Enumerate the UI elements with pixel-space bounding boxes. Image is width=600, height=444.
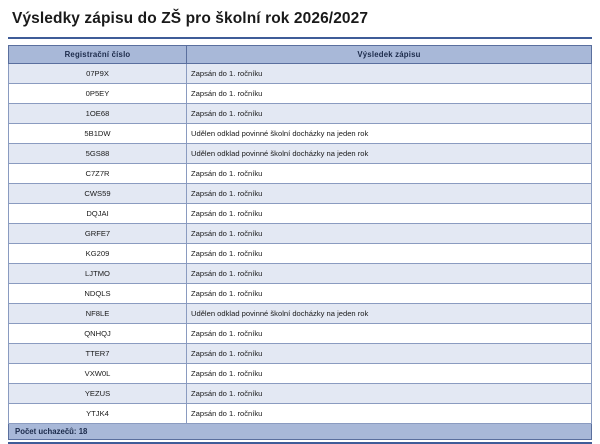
table-row bbox=[9, 124, 592, 144]
table-row bbox=[9, 324, 592, 344]
cell-registration-number: VXW0L bbox=[9, 364, 187, 384]
table-row bbox=[9, 244, 592, 264]
cell-result: Zapsán do 1. ročníku bbox=[187, 64, 592, 84]
table-head bbox=[9, 46, 592, 64]
cell-result: Zapsán do 1. ročníku bbox=[187, 204, 592, 224]
cell-registration-number: 0P5EY bbox=[9, 84, 187, 104]
results-table-container bbox=[0, 39, 600, 424]
applicant-count-bar: Počet uchazečů: 18 bbox=[8, 424, 592, 440]
cell-result: Zapsán do 1. ročníku bbox=[187, 244, 592, 264]
table-row bbox=[9, 64, 592, 84]
cell-result: Udělen odklad povinné školní docházky na jeden rok bbox=[187, 144, 592, 164]
cell-registration-number: 5B1DW bbox=[9, 124, 187, 144]
page-title: Výsledky zápisu do ZŠ pro školní rok 2026/2027 bbox=[12, 10, 369, 27]
table-row bbox=[9, 284, 592, 304]
cell-registration-number: 5GS88 bbox=[9, 144, 187, 164]
table-row bbox=[9, 184, 592, 204]
table-header-row bbox=[9, 46, 592, 64]
cell-registration-number: NDQLS bbox=[9, 284, 187, 304]
table-row bbox=[9, 84, 592, 104]
cell-registration-number: NF8LE bbox=[9, 304, 187, 324]
cell-registration-number: DQJAI bbox=[9, 204, 187, 224]
cell-registration-number: C7Z7R bbox=[9, 164, 187, 184]
column-header-result: Výsledek zápisu bbox=[187, 46, 592, 64]
cell-registration-number: TTER7 bbox=[9, 344, 187, 364]
cell-result: Zapsán do 1. ročníku bbox=[187, 184, 592, 204]
cell-result: Udělen odklad povinné školní docházky na jeden rok bbox=[187, 304, 592, 324]
table-row bbox=[9, 164, 592, 184]
column-header-registration-number: Registrační číslo bbox=[9, 46, 187, 64]
cell-registration-number: 07P9X bbox=[9, 64, 187, 84]
cell-result: Zapsán do 1. ročníku bbox=[187, 224, 592, 244]
table-row bbox=[9, 384, 592, 404]
cell-result: Zapsán do 1. ročníku bbox=[187, 284, 592, 304]
table-row bbox=[9, 104, 592, 124]
table-row bbox=[9, 144, 592, 164]
cell-registration-number: GRFE7 bbox=[9, 224, 187, 244]
table-row bbox=[9, 264, 592, 284]
cell-registration-number: YEZUS bbox=[9, 384, 187, 404]
table-row bbox=[9, 204, 592, 224]
results-table bbox=[8, 45, 592, 424]
cell-registration-number: 1OE68 bbox=[9, 104, 187, 124]
table-row bbox=[9, 224, 592, 244]
cell-result: Zapsán do 1. ročníku bbox=[187, 264, 592, 284]
cell-result: Zapsán do 1. ročníku bbox=[187, 344, 592, 364]
table-row bbox=[9, 404, 592, 424]
cell-result: Zapsán do 1. ročníku bbox=[187, 104, 592, 124]
cell-result: Zapsán do 1. ročníku bbox=[187, 84, 592, 104]
cell-registration-number: YTJK4 bbox=[9, 404, 187, 424]
cell-result: Zapsán do 1. ročníku bbox=[187, 164, 592, 184]
cell-result: Zapsán do 1. ročníku bbox=[187, 364, 592, 384]
cell-registration-number: LJTMO bbox=[9, 264, 187, 284]
cell-registration-number: QNHQJ bbox=[9, 324, 187, 344]
table-body bbox=[9, 64, 592, 424]
table-row bbox=[9, 364, 592, 384]
cell-registration-number: KG209 bbox=[9, 244, 187, 264]
cell-result: Zapsán do 1. ročníku bbox=[187, 404, 592, 424]
table-row bbox=[9, 344, 592, 364]
cell-registration-number: CWS59 bbox=[9, 184, 187, 204]
cell-result: Zapsán do 1. ročníku bbox=[187, 324, 592, 344]
table-row bbox=[9, 304, 592, 324]
cell-result: Udělen odklad povinné školní docházky na jeden rok bbox=[187, 124, 592, 144]
cell-result: Zapsán do 1. ročníku bbox=[187, 384, 592, 404]
